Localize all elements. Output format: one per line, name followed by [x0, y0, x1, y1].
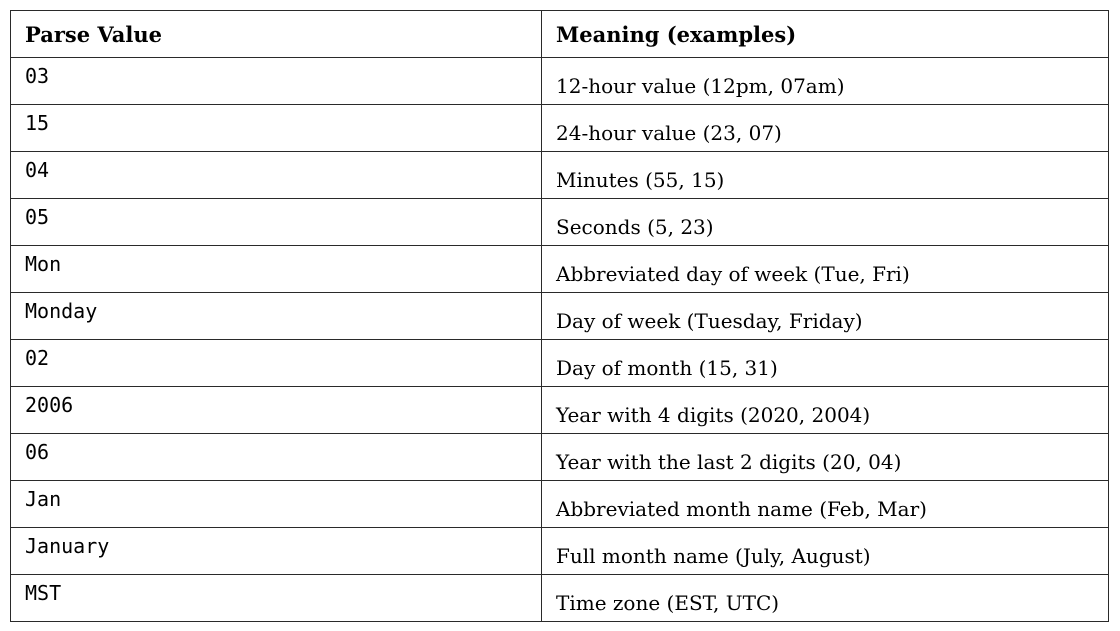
meaning-cell: Seconds (5, 23) — [542, 199, 1109, 246]
meaning-cell: Abbreviated month name (Feb, Mar) — [542, 481, 1109, 528]
table-row — [11, 528, 1109, 575]
meaning-cell: Year with the last 2 digits (20, 04) — [542, 434, 1109, 481]
parse-value-cell: 03 — [11, 58, 542, 105]
parse-value-cell: 15 — [11, 105, 542, 152]
parse-value-cell: Mon — [11, 246, 542, 293]
parse-value-cell: Jan — [11, 481, 542, 528]
header-meaning: Meaning (examples) — [542, 11, 1109, 58]
parse-value-table — [10, 10, 1109, 622]
table-row — [11, 340, 1109, 387]
format-table-container — [10, 10, 1108, 622]
meaning-cell: 24-hour value (23, 07) — [542, 105, 1109, 152]
header-parse-value: Parse Value — [11, 11, 542, 58]
meaning-cell: 12-hour value (12pm, 07am) — [542, 58, 1109, 105]
table-row — [11, 58, 1109, 105]
table-row — [11, 199, 1109, 246]
table-row — [11, 246, 1109, 293]
parse-value-cell: Monday — [11, 293, 542, 340]
parse-value-cell: 06 — [11, 434, 542, 481]
table-row — [11, 152, 1109, 199]
table-row — [11, 434, 1109, 481]
table-row — [11, 387, 1109, 434]
parse-value-cell: January — [11, 528, 542, 575]
meaning-cell: Full month name (July, August) — [542, 528, 1109, 575]
parse-value-cell: 02 — [11, 340, 542, 387]
meaning-cell: Year with 4 digits (2020, 2004) — [542, 387, 1109, 434]
parse-value-cell: 2006 — [11, 387, 542, 434]
meaning-cell: Day of month (15, 31) — [542, 340, 1109, 387]
table-header-row — [11, 11, 1109, 58]
table-row — [11, 481, 1109, 528]
table-row — [11, 293, 1109, 340]
table-row — [11, 105, 1109, 152]
parse-value-cell: MST — [11, 575, 542, 622]
parse-value-cell: 04 — [11, 152, 542, 199]
table-row — [11, 575, 1109, 622]
meaning-cell: Day of week (Tuesday, Friday) — [542, 293, 1109, 340]
meaning-cell: Minutes (55, 15) — [542, 152, 1109, 199]
parse-value-cell: 05 — [11, 199, 542, 246]
meaning-cell: Abbreviated day of week (Tue, Fri) — [542, 246, 1109, 293]
meaning-cell: Time zone (EST, UTC) — [542, 575, 1109, 622]
